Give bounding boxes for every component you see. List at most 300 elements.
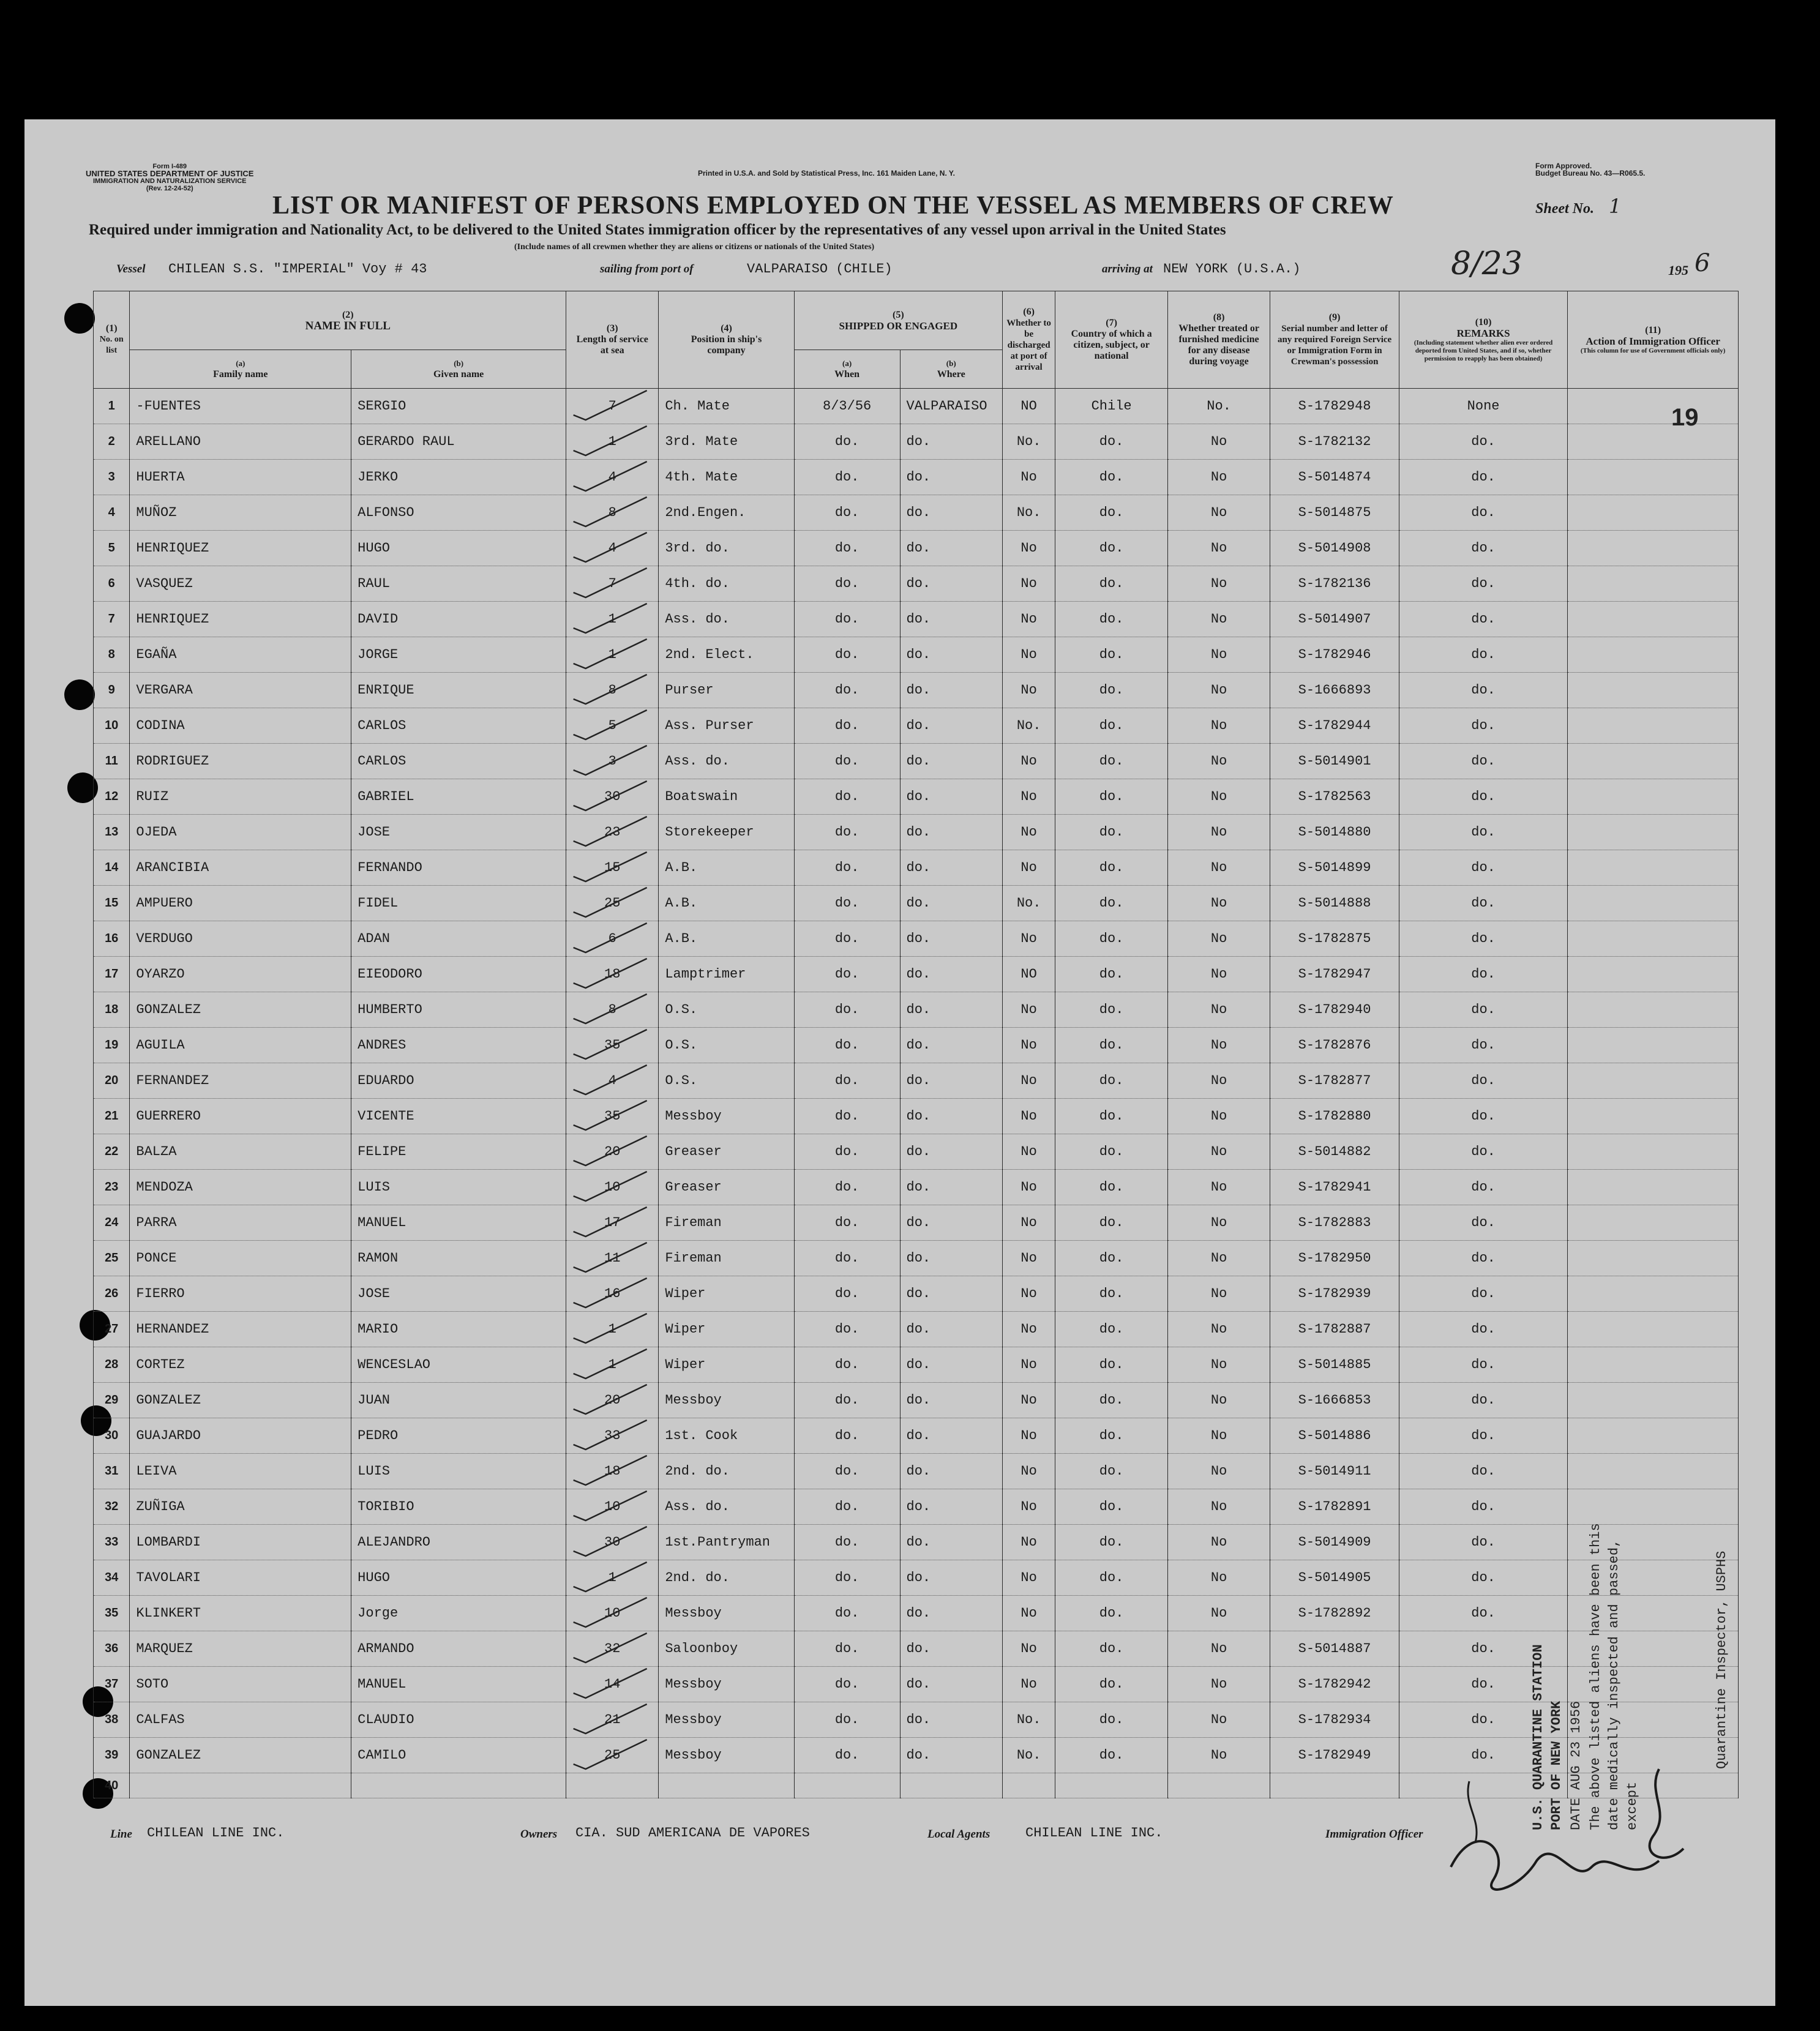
family-name: MUÑOZ (130, 495, 351, 531)
officer-action (1568, 1205, 1739, 1241)
country: do. (1055, 602, 1168, 637)
service-length: 7 (566, 389, 659, 424)
discharged: No (1002, 1205, 1055, 1241)
budget-bureau: Budget Bureau No. 43—R065.5. (1535, 169, 1646, 178)
country: do. (1055, 495, 1168, 531)
serial-number: S-5014888 (1270, 886, 1399, 921)
discharged: No (1002, 1347, 1055, 1383)
given-name: CARLOS (351, 708, 566, 744)
col-where-header: (b) Where (900, 350, 1002, 389)
treated: No (1167, 1596, 1270, 1631)
col-remarks-header: (10) REMARKS (Including statement whether alien ever ordered deported from United States, and if so, whether permission to reapply has been obtained) (1399, 291, 1567, 389)
row-number: 2 (94, 424, 130, 460)
crew-row (94, 1312, 1739, 1347)
crew-row (94, 1560, 1739, 1596)
remarks: do. (1399, 424, 1567, 460)
port-of-sailing: VALPARAISO (CHILE) (747, 261, 893, 277)
shipped-where: do. (900, 566, 1002, 602)
service-length: 6 (566, 921, 659, 957)
serial-number: S-5014887 (1270, 1631, 1399, 1667)
row-number: 24 (94, 1205, 130, 1241)
remarks: do. (1399, 1702, 1567, 1738)
shipped-when: do. (794, 886, 900, 921)
row-number: 19 (94, 1028, 130, 1063)
officer-action (1568, 424, 1739, 460)
treated: No (1167, 1276, 1270, 1312)
serial-number: S-1666853 (1270, 1383, 1399, 1418)
treated: No (1167, 566, 1270, 602)
country: do. (1055, 1702, 1168, 1738)
row-number: 17 (94, 957, 130, 992)
discharged: No (1002, 1170, 1055, 1205)
position: O.S. (659, 1028, 794, 1063)
arriving-label: arriving at (1102, 263, 1153, 275)
printer-note: Printed in U.S.A. and Sold by Statistical Press, Inc. 161 Maiden Lane, N. Y. (698, 169, 955, 178)
officer-action (1568, 1276, 1739, 1312)
given-name: CAMILO (351, 1738, 566, 1773)
row-number: 36 (94, 1631, 130, 1667)
discharged: No (1002, 566, 1055, 602)
treated: No (1167, 424, 1270, 460)
shipped-where: do. (900, 1241, 1002, 1276)
serial-number (1270, 1773, 1399, 1798)
crew-row (94, 1028, 1739, 1063)
officer-action (1568, 708, 1739, 744)
shipped-where: do. (900, 1738, 1002, 1773)
officer-action (1568, 1241, 1739, 1276)
shipped-when: do. (794, 1383, 900, 1418)
family-name: LOMBARDI (130, 1525, 351, 1560)
position: A.B. (659, 921, 794, 957)
crew-row (94, 673, 1739, 708)
punch-hole (64, 303, 95, 334)
position (659, 1773, 794, 1798)
country: do. (1055, 708, 1168, 744)
form-id-block (86, 163, 253, 192)
crew-row (94, 1702, 1739, 1738)
serial-number: S-5014901 (1270, 744, 1399, 779)
crew-row (94, 531, 1739, 566)
department: UNITED STATES DEPARTMENT OF JUSTICE (86, 169, 254, 178)
shipped-when: do. (794, 531, 900, 566)
service-length: 1 (566, 602, 659, 637)
officer-action (1568, 1418, 1739, 1454)
serial-number: S-5014874 (1270, 460, 1399, 495)
remarks: do. (1399, 1312, 1567, 1347)
treated: No (1167, 886, 1270, 921)
service-length: 18 (566, 1454, 659, 1489)
sheet-number: 1 (1609, 195, 1622, 218)
given-name: MANUEL (351, 1667, 566, 1702)
country: do. (1055, 1241, 1168, 1276)
service-length: 8 (566, 992, 659, 1028)
discharged: No (1002, 1454, 1055, 1489)
shipped-when: do. (794, 992, 900, 1028)
serial-number: S-1782946 (1270, 637, 1399, 673)
family-name: ARANCIBIA (130, 850, 351, 886)
officer-action (1568, 744, 1739, 779)
discharged: No (1002, 1312, 1055, 1347)
given-name: SERGIO (351, 389, 566, 424)
discharged: No (1002, 1383, 1055, 1418)
family-name: VERGARA (130, 673, 351, 708)
position: 2nd.Engen. (659, 495, 794, 531)
sheet-number-block (1535, 195, 1621, 218)
remarks: do. (1399, 495, 1567, 531)
shipped-when: do. (794, 1170, 900, 1205)
given-name: HUMBERTO (351, 992, 566, 1028)
country: do. (1055, 1099, 1168, 1134)
family-name: ARELLANO (130, 424, 351, 460)
officer-action (1568, 566, 1739, 602)
service-length: 20 (566, 1383, 659, 1418)
serial-number: S-1782880 (1270, 1099, 1399, 1134)
include-note: (Include names of all crewmen whether they are aliens or citizens or nationals of the United States) (514, 242, 875, 252)
serial-number: S-1782950 (1270, 1241, 1399, 1276)
remarks: do. (1399, 1347, 1567, 1383)
shipped-when: do. (794, 1489, 900, 1525)
family-name: AGUILA (130, 1028, 351, 1063)
family-name: TAVOLARI (130, 1560, 351, 1596)
position: 1st. Cook (659, 1418, 794, 1454)
line-value: CHILEAN LINE INC. (147, 1825, 285, 1841)
position: Ass. do. (659, 1489, 794, 1525)
shipped-where: do. (900, 744, 1002, 779)
crew-row (94, 1347, 1739, 1383)
serial-number: S-1782877 (1270, 1063, 1399, 1099)
family-name: FIERRO (130, 1276, 351, 1312)
row-number: 31 (94, 1454, 130, 1489)
stamp-inspector: Quarantine Inspector, USPHS (1714, 1550, 1729, 1769)
given-name: LUIS (351, 1454, 566, 1489)
shipped-where: do. (900, 495, 1002, 531)
stamp-text-1: The above listed aliens have been this (1588, 1523, 1603, 1830)
col-shipped-header: (5) SHIPPED OR ENGAGED (794, 291, 1002, 350)
given-name: FIDEL (351, 886, 566, 921)
family-name: AMPUERO (130, 886, 351, 921)
crew-row (94, 1418, 1739, 1454)
family-name: CODINA (130, 708, 351, 744)
shipped-where: do. (900, 921, 1002, 957)
crew-row (94, 708, 1739, 744)
row-number: 30 (94, 1418, 130, 1454)
shipped-when: do. (794, 1418, 900, 1454)
family-name: EGAÑA (130, 637, 351, 673)
position: 4th. Mate (659, 460, 794, 495)
row-number: 21 (94, 1099, 130, 1134)
serial-number: S-5014885 (1270, 1347, 1399, 1383)
row-number: 9 (94, 673, 130, 708)
treated: No (1167, 1418, 1270, 1454)
serial-number: S-1782941 (1270, 1170, 1399, 1205)
given-name: CARLOS (351, 744, 566, 779)
shipped-where: do. (900, 1205, 1002, 1241)
service-length: 15 (566, 850, 659, 886)
country: do. (1055, 1418, 1168, 1454)
discharged: No (1002, 1418, 1055, 1454)
service-length: 20 (566, 1134, 659, 1170)
shipped-where: do. (900, 460, 1002, 495)
agents-label: Local Agents (927, 1828, 991, 1841)
treated: No (1167, 921, 1270, 957)
shipped-where: do. (900, 1134, 1002, 1170)
family-name: MENDOZA (130, 1170, 351, 1205)
country: do. (1055, 779, 1168, 815)
row-number: 22 (94, 1134, 130, 1170)
crew-table (93, 291, 1739, 1798)
shipped-when: do. (794, 708, 900, 744)
given-name: JOSE (351, 1276, 566, 1312)
service-length: 1 (566, 637, 659, 673)
shipped-when: do. (794, 460, 900, 495)
family-name: MARQUEZ (130, 1631, 351, 1667)
service-length: 3 (566, 744, 659, 779)
shipped-when: do. (794, 779, 900, 815)
remarks: do. (1399, 921, 1567, 957)
discharged: No (1002, 460, 1055, 495)
given-name: HUGO (351, 1560, 566, 1596)
serial-number: S-1782132 (1270, 424, 1399, 460)
given-name: ARMANDO (351, 1631, 566, 1667)
discharged: No (1002, 1241, 1055, 1276)
shipped-when: do. (794, 1347, 900, 1383)
family-name: HUERTA (130, 460, 351, 495)
shipped-where: do. (900, 602, 1002, 637)
remarks: do. (1399, 1063, 1567, 1099)
service-length: 1 (566, 424, 659, 460)
crew-row (94, 1631, 1739, 1667)
service-length: 11 (566, 1241, 659, 1276)
shipped-where: do. (900, 1560, 1002, 1596)
officer-action (1568, 1099, 1739, 1134)
crew-row (94, 637, 1739, 673)
shipped-where: do. (900, 1631, 1002, 1667)
serial-number: S-5014882 (1270, 1134, 1399, 1170)
serial-number: S-1782876 (1270, 1028, 1399, 1063)
row-number: 5 (94, 531, 130, 566)
agents-value: CHILEAN LINE INC. (1025, 1825, 1163, 1841)
officer-action (1568, 1489, 1739, 1525)
discharged: No (1002, 744, 1055, 779)
col-name-header: (2) NAME IN FULL (130, 291, 566, 350)
remarks: do. (1399, 1454, 1567, 1489)
serial-number: S-1782883 (1270, 1205, 1399, 1241)
given-name: JORGE (351, 637, 566, 673)
approval-block (1535, 162, 1645, 177)
treated: No (1167, 1347, 1270, 1383)
crew-row (94, 602, 1739, 637)
discharged: No (1002, 1596, 1055, 1631)
given-name: ANDRES (351, 1028, 566, 1063)
discharged: No (1002, 779, 1055, 815)
discharged: No (1002, 921, 1055, 957)
position: 2nd. Elect. (659, 637, 794, 673)
serial-number: S-1782942 (1270, 1667, 1399, 1702)
treated: No (1167, 744, 1270, 779)
row-number: 3 (94, 460, 130, 495)
shipped-when: do. (794, 1702, 900, 1738)
country: do. (1055, 1276, 1168, 1312)
serial-number: S-1782949 (1270, 1738, 1399, 1773)
crew-row (94, 1489, 1739, 1525)
country: do. (1055, 1312, 1168, 1347)
given-name: TORIBIO (351, 1489, 566, 1525)
row-number: 6 (94, 566, 130, 602)
family-name: PONCE (130, 1241, 351, 1276)
country: do. (1055, 886, 1168, 921)
shipped-where: do. (900, 1489, 1002, 1525)
treated: No (1167, 1560, 1270, 1596)
service-length: 4 (566, 531, 659, 566)
shipped-where: do. (900, 992, 1002, 1028)
discharged: No (1002, 531, 1055, 566)
row-number: 18 (94, 992, 130, 1028)
crew-row (94, 566, 1739, 602)
shipped-when: do. (794, 815, 900, 850)
row-number: 37 (94, 1667, 130, 1702)
service-length: 8 (566, 673, 659, 708)
given-name (351, 1773, 566, 1798)
col-service-header: (3) Length of service at sea (566, 291, 659, 389)
remarks: do. (1399, 1738, 1567, 1773)
service-length: 30 (566, 1525, 659, 1560)
position: 1st.Pantryman (659, 1525, 794, 1560)
service-length: 25 (566, 1738, 659, 1773)
treated: No (1167, 673, 1270, 708)
shipped-when: do. (794, 1738, 900, 1773)
given-name: MARIO (351, 1312, 566, 1347)
line-label: Line (110, 1828, 132, 1841)
family-name: CALFAS (130, 1702, 351, 1738)
given-name: JUAN (351, 1383, 566, 1418)
family-name: HENRIQUEZ (130, 531, 351, 566)
discharged: No (1002, 1489, 1055, 1525)
position: Messboy (659, 1738, 794, 1773)
discharged: No. (1002, 886, 1055, 921)
crew-row (94, 1667, 1739, 1702)
serial-number: S-1782891 (1270, 1489, 1399, 1525)
row-number: 8 (94, 637, 130, 673)
given-name: PEDRO (351, 1418, 566, 1454)
remarks: do. (1399, 566, 1567, 602)
given-name: CLAUDIO (351, 1702, 566, 1738)
crew-row (94, 779, 1739, 815)
officer-action (1568, 1383, 1739, 1418)
treated: No (1167, 1241, 1270, 1276)
family-name: CORTEZ (130, 1347, 351, 1383)
treated: No (1167, 1099, 1270, 1134)
service-length: 1 (566, 1312, 659, 1347)
serial-number: S-5014875 (1270, 495, 1399, 531)
shipped-where: do. (900, 673, 1002, 708)
serial-number: S-1666893 (1270, 673, 1399, 708)
crew-row (94, 1596, 1739, 1631)
service-length: 8 (566, 495, 659, 531)
treated: No (1167, 1525, 1270, 1560)
discharged: No. (1002, 708, 1055, 744)
country: do. (1055, 566, 1168, 602)
position: Purser (659, 673, 794, 708)
crew-row (94, 850, 1739, 886)
officer-action (1568, 1170, 1739, 1205)
serial-number: S-1782892 (1270, 1596, 1399, 1631)
discharged: No (1002, 992, 1055, 1028)
position: Messboy (659, 1702, 794, 1738)
shipped-where: do. (900, 1454, 1002, 1489)
shipped-when: do. (794, 1134, 900, 1170)
position: A.B. (659, 850, 794, 886)
position: Messboy (659, 1596, 794, 1631)
treated: No (1167, 1383, 1270, 1418)
shipped-when: do. (794, 1525, 900, 1560)
crew-row (94, 1525, 1739, 1560)
shipped-when: do. (794, 1241, 900, 1276)
officer-action (1568, 1454, 1739, 1489)
row-number: 12 (94, 779, 130, 815)
discharged (1002, 1773, 1055, 1798)
service-length: 10 (566, 1596, 659, 1631)
service-length: 7 (566, 566, 659, 602)
given-name: RAMON (351, 1241, 566, 1276)
country: do. (1055, 460, 1168, 495)
discharged: No. (1002, 424, 1055, 460)
shipped-where: do. (900, 637, 1002, 673)
service-length: 5 (566, 708, 659, 744)
discharged: No (1002, 1560, 1055, 1596)
vessel-name: CHILEAN S.S. "IMPERIAL" Voy # 43 (168, 261, 427, 277)
country: do. (1055, 1596, 1168, 1631)
position: Messboy (659, 1383, 794, 1418)
position: Wiper (659, 1312, 794, 1347)
stamp-date: DATE AUG 23 1956 (1568, 1700, 1584, 1830)
remarks: do. (1399, 815, 1567, 850)
shipped-when: do. (794, 602, 900, 637)
remarks: do. (1399, 957, 1567, 992)
col-country-header: (7) Country of which a citizen, subject, or national (1055, 291, 1168, 389)
remarks: None (1399, 389, 1567, 424)
country: do. (1055, 1134, 1168, 1170)
year-prefix: 195 (1668, 263, 1688, 278)
country: do. (1055, 921, 1168, 957)
row-number: 33 (94, 1525, 130, 1560)
given-name: ALFONSO (351, 495, 566, 531)
country: do. (1055, 673, 1168, 708)
officer-action (1568, 921, 1739, 957)
officer-action (1568, 815, 1739, 850)
discharged: No (1002, 637, 1055, 673)
family-name: SOTO (130, 1667, 351, 1702)
family-name: KLINKERT (130, 1596, 351, 1631)
remarks: do. (1399, 1205, 1567, 1241)
shipped-when: do. (794, 424, 900, 460)
row-number: 16 (94, 921, 130, 957)
crew-row (94, 815, 1739, 850)
given-name: MANUEL (351, 1205, 566, 1241)
serial-number: S-1782887 (1270, 1312, 1399, 1347)
row-number: 26 (94, 1276, 130, 1312)
given-name: EIEODORO (351, 957, 566, 992)
serial-number: S-5014909 (1270, 1525, 1399, 1560)
row-number: 11 (94, 744, 130, 779)
service-length: 35 (566, 1099, 659, 1134)
shipped-when: do. (794, 921, 900, 957)
family-name: VASQUEZ (130, 566, 351, 602)
shipped-where: do. (900, 1063, 1002, 1099)
serial-number: S-5014907 (1270, 602, 1399, 637)
year-digit: 6 (1695, 249, 1710, 277)
col-no-header: (1) No. on list (94, 291, 130, 389)
row-number: 28 (94, 1347, 130, 1383)
